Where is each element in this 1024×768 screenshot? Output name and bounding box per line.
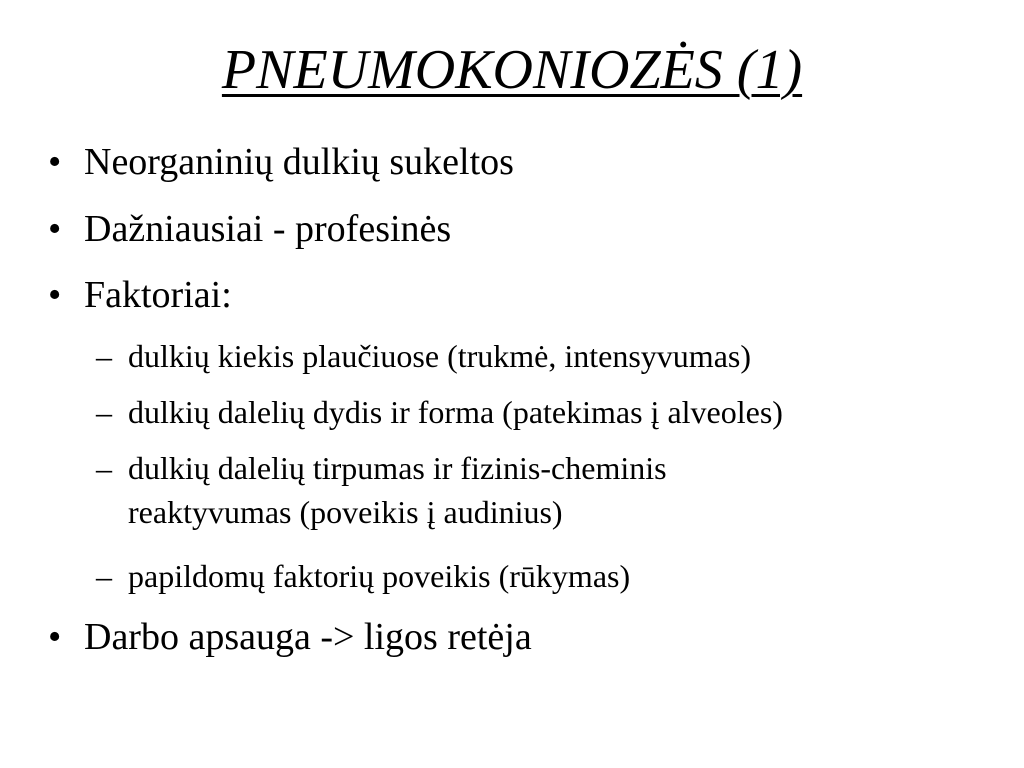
dash-marker: – [96,558,112,594]
bullet-marker: • [48,274,62,316]
bullet-text: Dažniausiai - profesinės [84,208,452,250]
sub-bullet-text: dulkių dalelių dydis ir forma (patekimas į alveoles) [128,394,783,430]
bullet-text: Neorganinių dulkių sukeltos [84,141,514,183]
sub-bullet-text: dulkių kiekis plaučiuose (trukmė, intensyvumas) [128,338,751,374]
bullet-text: Faktoriai: [84,274,232,316]
bullet-marker: • [48,208,62,250]
dash-marker: – [96,450,112,486]
bullet-text: Darbo apsauga -> ligos retėja [84,616,532,658]
dash-marker: – [96,394,112,430]
slide-title: PNEUMOKONIOZĖS (1) [221,39,803,101]
sub-bullet-text: dulkių dalelių tirpumas ir fizinis-cheminis reaktyvumas (poveikis į audinius) [128,450,667,530]
bullet-marker: • [48,141,62,183]
sub-bullet-text: papildomų faktorių poveikis (rūkymas) [128,558,631,594]
bullet-marker: • [48,616,62,658]
dash-marker: – [96,338,112,374]
